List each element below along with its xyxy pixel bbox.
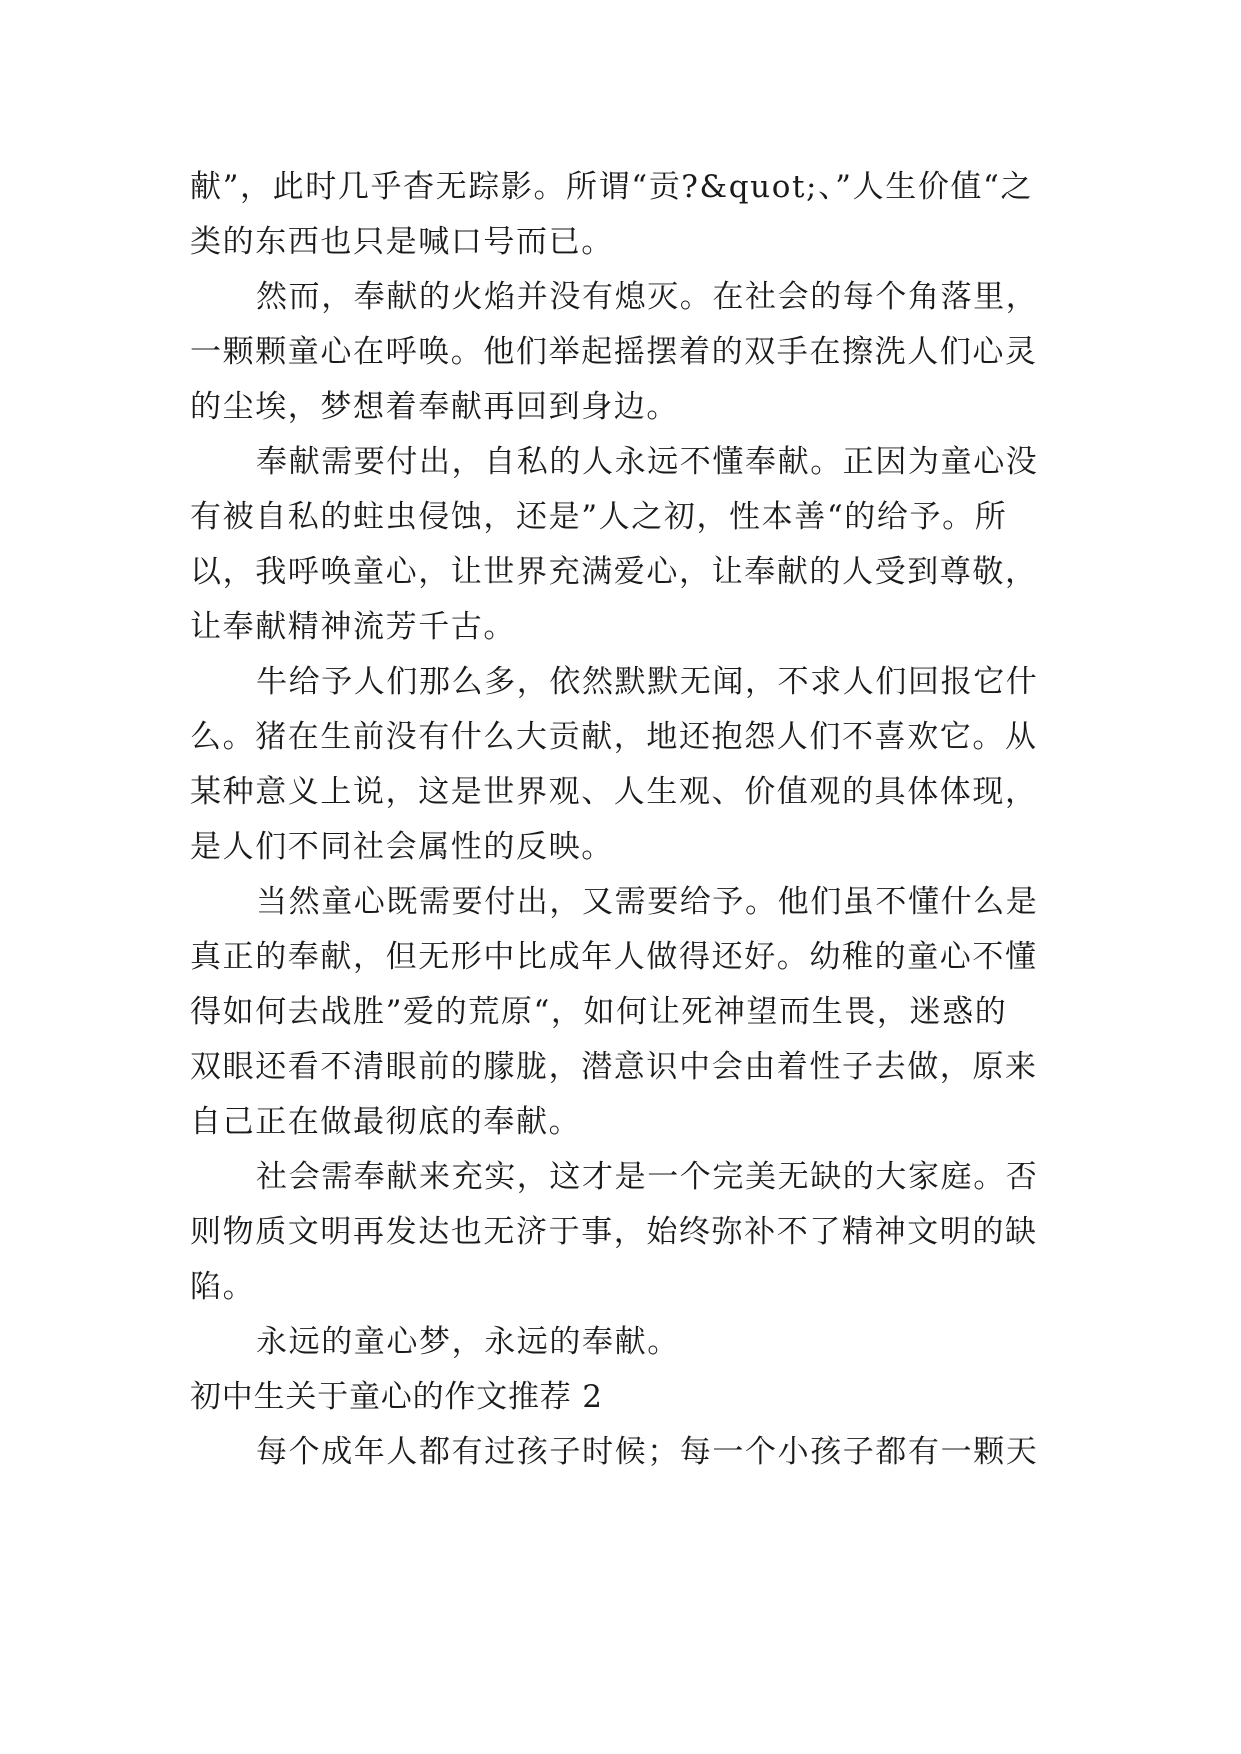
text-line: 永远的童心梦，永远的奉献。 xyxy=(256,1324,680,1360)
paragraph-4 xyxy=(190,655,1050,875)
text-line: 每个成年人都有过孩子时候；每一个小孩子都有一颗天 xyxy=(256,1434,1039,1470)
text-line: 的尘埃，梦想着奉献再回到身边。 xyxy=(190,389,679,425)
text-line: 社会需奉献来充实，这才是一个完美无缺的大家庭。否 xyxy=(256,1159,1039,1195)
text-line: 以，我呼唤童心，让世界充满爱心，让奉献的人受到尊敬， xyxy=(190,554,1038,590)
text-line: 一颗颗童心在呼唤。他们举起摇摆着的双手在擦洗人们心灵 xyxy=(190,334,1038,370)
text-line: 么。猪在生前没有什么大贡献，地还抱怨人们不喜欢它。从 xyxy=(190,719,1038,755)
text-line: 当然童心既需要付出，又需要给予。他们虽不懂什么是 xyxy=(256,884,1039,920)
text-line: 类的东西也只是喊口号而已。 xyxy=(190,224,614,260)
text-line: 某种意义上说，这是世界观、人生观、价值观的具体体现， xyxy=(190,774,1038,810)
paragraph-3 xyxy=(190,435,1050,655)
text-line: 牛给予人们那么多，依然默默无闻，不求人们回报它什 xyxy=(256,664,1039,700)
paragraph-2 xyxy=(190,270,1050,435)
text-line: 双眼还看不清眼前的朦胧，潜意识中会由着性子去做，原来 xyxy=(190,1049,1038,1085)
paragraph-1 xyxy=(190,160,1050,270)
essay-body xyxy=(190,160,1050,1480)
text-line: 是人们不同社会属性的反映。 xyxy=(190,829,614,865)
paragraph-6 xyxy=(190,1150,1050,1315)
text-line: 让奉献精神流芳千古。 xyxy=(190,609,516,645)
paragraph-5 xyxy=(190,875,1050,1150)
text-line: 奉献需要付出，自私的人永远不懂奉献。正因为童心没 xyxy=(256,444,1039,480)
text-line: 献”，此时几乎杳无踪影。所谓“贡?&quot;、”人生价值“之 xyxy=(190,169,1034,205)
text-line: 得如何去战胜”爱的荒原“，如何让死神望而生畏，迷惑的 xyxy=(190,994,1008,1030)
text-line: 陷。 xyxy=(190,1269,256,1305)
paragraph-8 xyxy=(190,1425,1050,1480)
text-line: 然而，奉献的火焰并没有熄灭。在社会的每个角落里， xyxy=(256,279,1039,315)
text-line: 自己正在做最彻底的奉献。 xyxy=(190,1104,582,1140)
paragraph-7 xyxy=(190,1315,1050,1370)
text-line: 有被自私的蛀虫侵蚀，还是”人之初，性本善“的给予。所 xyxy=(190,499,1008,535)
text-line: 则物质文明再发达也无济于事，始终弥补不了精神文明的缺 xyxy=(190,1214,1038,1250)
text-line: 真正的奉献，但无形中比成年人做得还好。幼稚的童心不懂 xyxy=(190,939,1038,975)
section-heading: 初中生关于童心的作文推荐 2 xyxy=(190,1379,603,1415)
